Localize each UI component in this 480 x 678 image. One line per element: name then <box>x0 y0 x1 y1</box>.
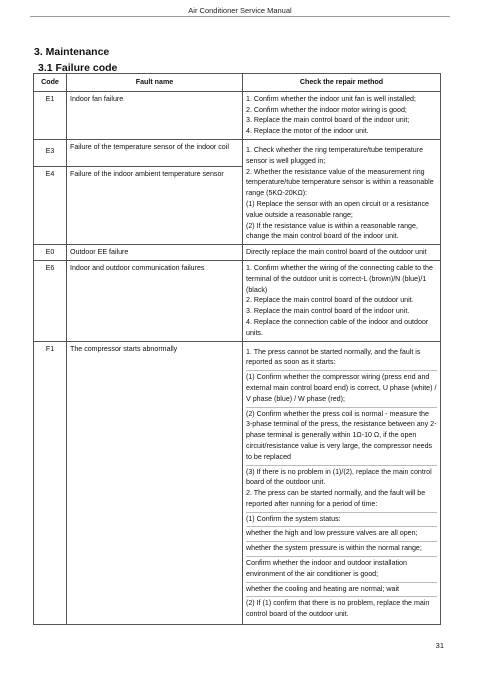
fault-name: Failure of the indoor ambient temperature sensor <box>67 167 243 245</box>
repair-step: whether the system pressure is within the normal range; <box>246 542 437 557</box>
repair-method <box>243 341 441 625</box>
repair-method <box>243 260 441 341</box>
fault-name: Indoor and outdoor communication failures <box>67 260 243 341</box>
repair-step: 1. Confirm whether the wiring of the connecting cable to the terminal of the outdoor unit is correct-L (brown)/N (blue)/1 (black) <box>246 263 433 294</box>
fault-name: Failure of the temperature sensor of the indoor coil <box>67 139 243 166</box>
repair-step: (3) If there is no problem in (1)/(2), replace the main control board of the outdoor unit. 2. The press can be started normally, and the fault will be reported after running for a period of time: <box>246 466 437 513</box>
repair-step: 2. Replace the main control board of the outdoor unit. <box>246 296 414 305</box>
table-row <box>34 91 441 139</box>
fault-name: Indoor fan failure <box>67 91 243 139</box>
repair-step: whether the cooling and heating are normal; wait <box>246 583 437 598</box>
repair-step: 1. Check whether the ring temperature/tube temperature sensor is well plugged in; <box>246 145 424 165</box>
repair-step: 2. Confirm whether the indoor motor wiring is good; <box>246 105 407 114</box>
table-header-row <box>34 74 441 92</box>
repair-step: 3. Replace the main control board of the indoor unit; <box>246 116 410 125</box>
repair-step: 3. Replace the main control board of the indoor unit. <box>246 307 410 316</box>
repair-method <box>243 91 441 139</box>
repair-step: 1. Confirm whether the indoor unit fan is well installed; <box>246 94 416 103</box>
repair-method <box>243 139 441 244</box>
repair-step: (2) If the resistance value is within a reasonable range, change the main control board of the indoor unit. <box>246 221 418 241</box>
fault-code: E0 <box>34 245 67 261</box>
table-row <box>34 341 441 625</box>
repair-method <box>243 245 441 261</box>
table-row <box>34 245 441 261</box>
repair-step: (1) Replace the sensor with an open circuit or a resistance value outside a reasonable range; <box>246 199 429 219</box>
page-number: 31 <box>435 641 444 650</box>
failure-code-table <box>33 73 441 625</box>
fault-code: E3 <box>34 139 67 166</box>
header-rule <box>30 16 450 17</box>
fault-name: Outdoor EE failure <box>67 245 243 261</box>
repair-step: Confirm whether the indoor and outdoor installation environment of the air conditioner is good; <box>246 557 437 583</box>
repair-step: 1. The press cannot be started normally, and the fault is reported as soon as it starts: <box>246 346 437 372</box>
column-header-code: Code <box>34 74 67 92</box>
repair-step: Directly replace the main control board of the outdoor unit <box>246 248 427 257</box>
column-header-fault-name: Fault name <box>67 74 243 92</box>
repair-step: (1) Confirm whether the compressor wiring (press end and external main control board end) is correct, U phase (white) / V phase (blue) / W phase (red); <box>246 371 437 407</box>
table-row <box>34 139 441 166</box>
fault-code: E4 <box>34 167 67 245</box>
repair-step: 4. Replace the connection cable of the indoor and outdoor units. <box>246 317 429 337</box>
fault-code: E6 <box>34 260 67 341</box>
repair-step: 2. Whether the resistance value of the measurement ring temperature/tube temperature sensor is within a reasonable range (5KΩ-20KΩ): <box>246 167 434 198</box>
repair-step: (2) Confirm whether the press coil is normal - measure the 3-phase terminal of the press, the resistance between any 2-phase terminal is generally within 1Ω-10 Ω, if the open circuit/resistance value is very large, the compressor needs to be replaced <box>246 408 437 466</box>
table-row <box>34 260 441 341</box>
repair-step: whether the high and low pressure valves are all open; <box>246 527 437 542</box>
fault-code: F1 <box>34 341 67 625</box>
subsection-title: 3.1 Failure code <box>38 62 118 74</box>
repair-step: (1) Confirm the system status: <box>246 513 437 528</box>
repair-step: (2) If (1) confirm that there is no problem, replace the main control board of the outdoor unit. <box>246 599 430 619</box>
fault-code: E1 <box>34 91 67 139</box>
repair-step: 4. Replace the motor of the indoor unit. <box>246 127 369 136</box>
column-header-repair-method: Check the repair method <box>243 74 441 92</box>
fault-name: The compressor starts abnormally <box>67 341 243 625</box>
section-title: 3. Maintenance <box>34 46 110 58</box>
header-title: Air Conditioner Service Manual <box>188 6 292 15</box>
